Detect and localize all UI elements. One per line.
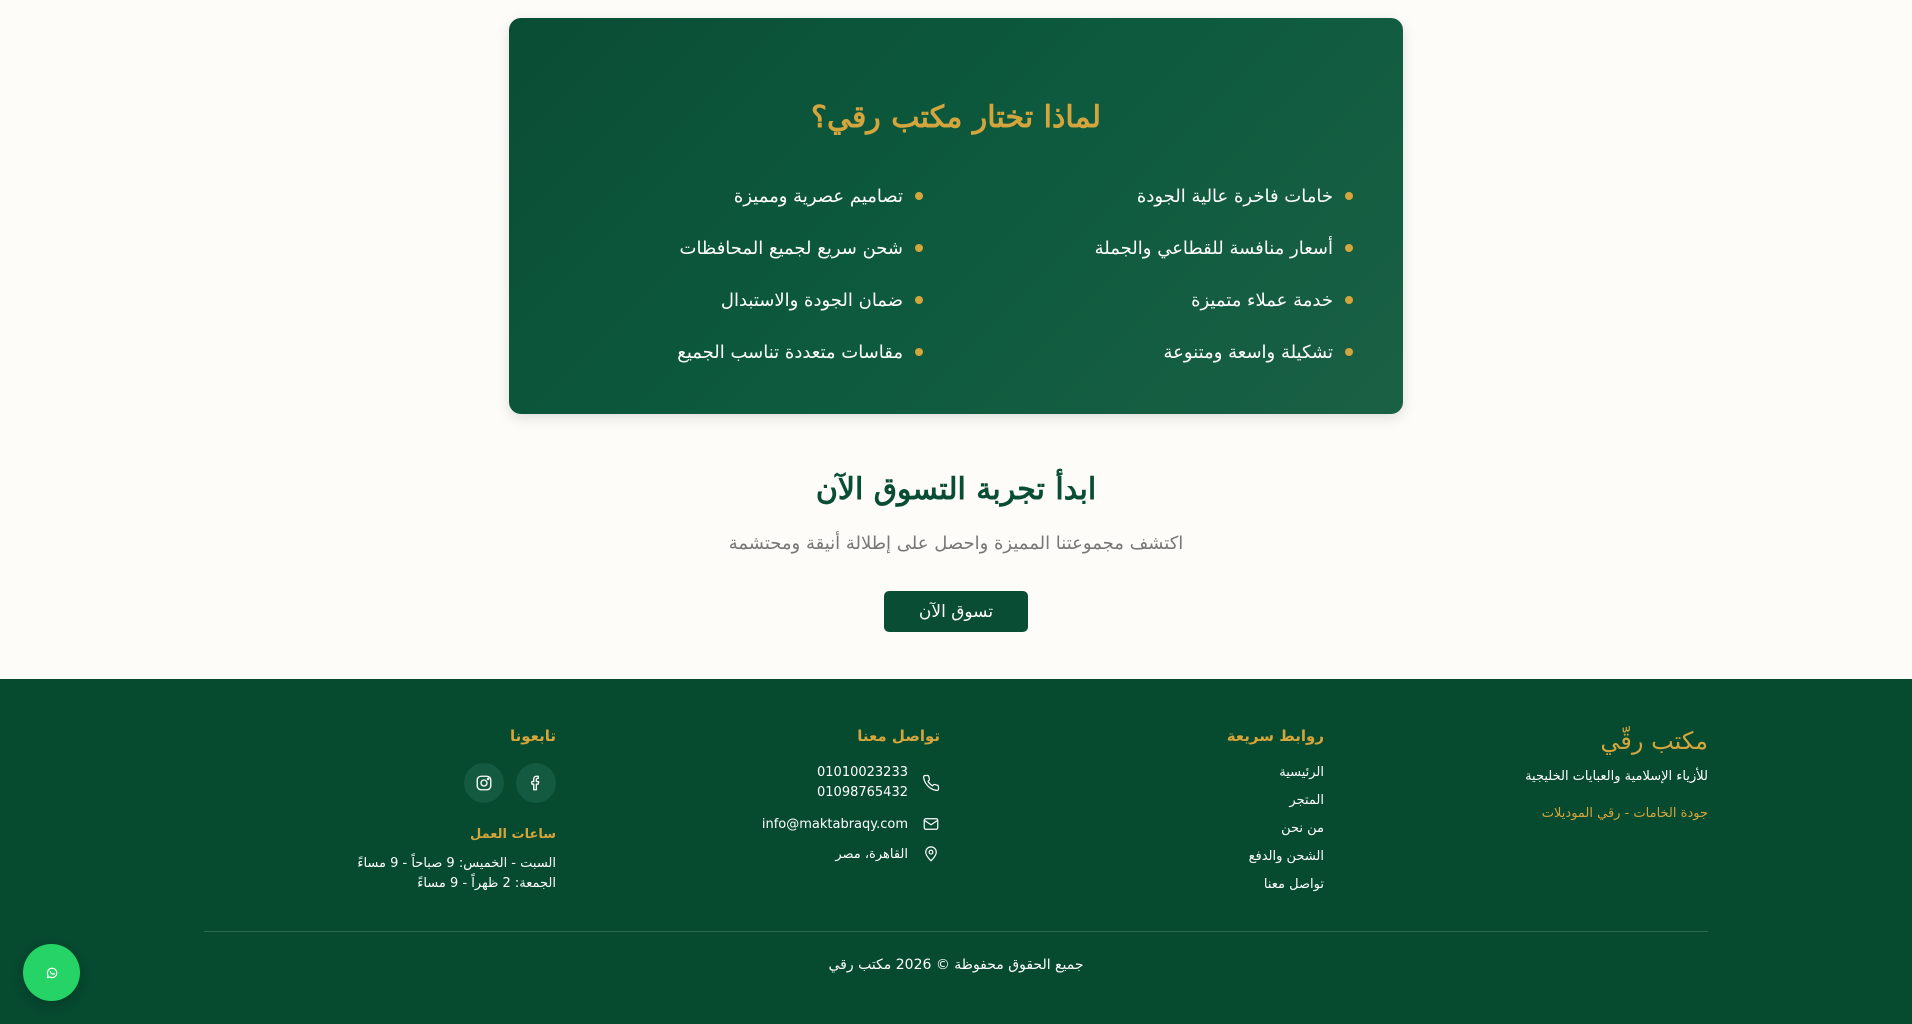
contact-heading: تواصل معنا: [857, 727, 940, 745]
feature-label: أسعار منافسة للقطاعي والجملة: [1094, 237, 1333, 259]
footer-link-about[interactable]: من نحن: [1281, 821, 1324, 836]
footer-link-contact[interactable]: تواصل معنا: [1263, 877, 1324, 892]
bullet-dot: [915, 348, 923, 356]
hours-friday: الجمعة: 2 ظهراً - 9 مساءً: [417, 876, 556, 891]
footer-description: للأزياء الإسلامية والعبايات الخليجية: [1525, 769, 1708, 784]
feature-item: [973, 222, 1353, 274]
location-icon: [922, 845, 940, 863]
social-links: [316, 763, 556, 803]
feature-label: مقاسات متعددة تناسب الجميع: [677, 341, 903, 363]
footer-tagline: جودة الخامات - رقي الموديلات: [1541, 806, 1708, 821]
footer-link-shop[interactable]: المتجر: [1289, 793, 1324, 808]
feature-label: شحن سريع لجميع المحافظات: [679, 237, 903, 259]
features-list-left: [543, 170, 923, 378]
bullet-dot: [1345, 348, 1353, 356]
feature-label: خدمة عملاء متميزة: [1191, 289, 1333, 311]
footer-link-home[interactable]: الرئيسية: [1279, 765, 1324, 780]
footer-link-shipping[interactable]: الشحن والدفع: [1248, 849, 1324, 864]
bullet-dot: [915, 296, 923, 304]
footer-follow: [316, 727, 556, 894]
contact-address: القاهرة، مصر: [835, 846, 908, 862]
contact-address-row: [700, 845, 940, 863]
copyright-text: جميع الحقوق محفوظة © 2026 مكتب رقي: [828, 957, 1084, 973]
footer-logo-text: مكتب رقّي: [1600, 727, 1708, 755]
feature-item: [543, 274, 923, 326]
feature-label: خامات فاخرة عالية الجودة: [1136, 185, 1333, 207]
cta-subtitle: اكتشف مجموعتنا المميزة واحصل على إطلالة أنيقة ومحتشمة: [728, 533, 1184, 554]
feature-item: [543, 222, 923, 274]
quick-links-heading: روابط سريعة: [1226, 727, 1324, 745]
whatsapp-icon: [45, 966, 59, 980]
bullet-dot: [915, 192, 923, 200]
phone-number-1[interactable]: 01010023233: [817, 765, 908, 780]
feature-label: ضمان الجودة والاستبدال: [720, 289, 903, 311]
feature-item: [973, 274, 1353, 326]
instagram-button[interactable]: [464, 763, 504, 803]
bullet-dot: [1345, 244, 1353, 252]
feature-item: [543, 170, 923, 222]
footer-divider: [204, 931, 1708, 932]
working-hours: [316, 827, 556, 894]
feature-item: [973, 326, 1353, 378]
contact-email-row: [700, 815, 940, 833]
contact-email[interactable]: info@maktabraqy.com: [761, 816, 908, 832]
footer-contact: [700, 727, 940, 875]
instagram-icon: [475, 774, 493, 792]
feature-item: [543, 326, 923, 378]
why-title: لماذا تختار مكتب رقي؟: [811, 100, 1101, 135]
features-list-right: [973, 170, 1353, 378]
follow-heading: تابعونا: [509, 727, 556, 745]
feature-label: تصاميم عصرية ومميزة: [733, 185, 903, 207]
bullet-dot: [1345, 192, 1353, 200]
site-footer: [0, 679, 1912, 1024]
footer-quick-links: [1124, 727, 1324, 903]
facebook-icon: [527, 774, 545, 792]
mail-icon: [922, 815, 940, 833]
contact-phone-row: [700, 763, 940, 803]
phone-number-2[interactable]: 01098765432: [817, 785, 908, 800]
whatsapp-float-button[interactable]: [23, 944, 80, 1001]
cta-title: ابدأ تجربة التسوق الآن: [815, 472, 1097, 507]
why-choose-us-card: [509, 18, 1403, 414]
facebook-button[interactable]: [516, 763, 556, 803]
feature-label: تشكيلة واسعة ومتنوعة: [1163, 341, 1333, 363]
feature-item: [973, 170, 1353, 222]
shop-now-button[interactable]: تسوق الآن: [884, 591, 1028, 632]
footer-brand: [1388, 727, 1708, 821]
bullet-dot: [1345, 296, 1353, 304]
bullet-dot: [915, 244, 923, 252]
phone-icon: [922, 774, 940, 792]
working-hours-title: ساعات العمل: [469, 827, 556, 842]
hours-weekdays: السبت - الخميس: 9 صباحاً - 9 مساءً: [357, 856, 556, 871]
